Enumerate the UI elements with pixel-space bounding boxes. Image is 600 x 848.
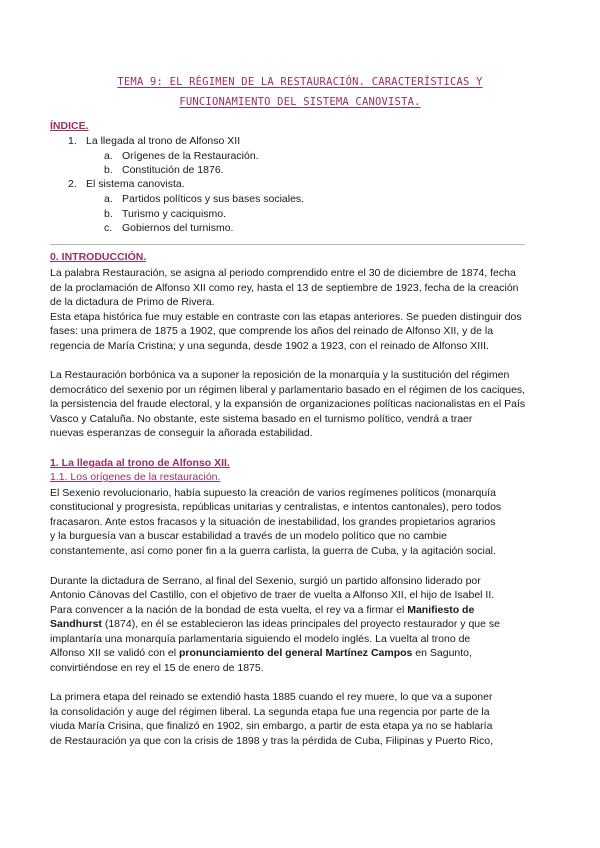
text-line: La Restauración borbónica va a suponer la reposición de la monarquía y la sustitución del régimen [50, 369, 510, 381]
index-item: b. Constitución de 1876. [104, 164, 224, 176]
text-line: Sandhurst (1874), en él se establecieron las ideas principales del proyecto restaurador y que se [50, 618, 500, 630]
index-item: 1. La llegada al trono de Alfonso XII [68, 135, 241, 147]
text-line: Para convencer a la nación de la bondad de esta vuelta, el rey va a firmar el Manifiesto de [50, 604, 475, 616]
text-line: Antonio Cánovas del Castillo, con el objetivo de traer de vuelta a Alfonso XII, el hijo de Isabel II. [50, 589, 495, 601]
document-title-line-1: TEMA 9: EL RÉGIMEN DE LA RESTAURACIÓN. CARACTERÍSTICAS Y [117, 76, 483, 88]
text-line: constantemente, así como poner fin a la guerra carlista, la guerra de Cuba, y la agitación social. [50, 545, 496, 557]
text-line: Durante la dictadura de Serrano, al final del Sexenio, surgió un partido alfonsino liderado por [50, 575, 481, 587]
bold-term: Sandhurst [50, 618, 102, 630]
text-line: constitucional y progresista, repúblicas unitarias y centralistas, e intentos cantonales), pero todos [50, 501, 502, 513]
text-line: la consolidación y auge del régimen liberal. La segunda etapa fue una regencia por parte de la [50, 706, 490, 718]
text-line: convirtiéndose en rey el 15 de enero de 1875. [50, 662, 264, 674]
index-item: c. Gobiernos del turnismo. [104, 222, 234, 234]
text-line: de la proclamación de Alfonso XII como rey, hasta el 13 de septiembre de 1923, fecha de la creación [50, 282, 519, 294]
text-line: fracasaron. Ante estos fracasos y la situación de inestabilidad, los grandes propietarios agrarios [50, 516, 496, 528]
divider [50, 244, 525, 245]
index-heading: ÍNDICE. [50, 120, 89, 132]
text-line: El Sexenio revolucionario, había supuesto la creación de varios regímenes políticos (monarquía [50, 487, 496, 499]
text-line: la persistencia del fraude electoral, y la expansión de organizaciones políticas nacionalistas en el País [50, 398, 526, 410]
text-line: de la dictadura de Primo de Rivera. [50, 296, 215, 308]
text-line: fases: una primera de 1875 a 1902, que comprende los años del reinado de Alfonso XII, y de la [50, 325, 494, 337]
text-line: La palabra Restauración, se asigna al periodo comprendido entre el 30 de diciembre de 1874, fecha [50, 267, 516, 279]
bold-term: Manifiesto de [407, 604, 475, 616]
text-line: regencia de María Cristina; y una segunda, desde 1902 a 1923, con el reinado de Alfonso XIII. [50, 340, 489, 352]
index-item: 2. El sistema canovista. [68, 178, 185, 190]
text-line: Esta etapa histórica fue muy estable en contraste con las etapas anteriores. Se pueden distinguir dos [50, 311, 522, 323]
text-line: La primera etapa del reinado se extendió hasta 1885 cuando el rey muere, lo que va a suponer [50, 691, 493, 703]
text-line: implantaría una monarquía parlamentaria siguiendo el modelo inglés. La vuelta al trono de [50, 633, 471, 645]
text-line: nuevas esperanzas de conseguir la añorada estabilidad. [50, 427, 313, 439]
text-line: Alfonso XII se validó con el pronunciamiento del general Martínez Campos en Sagunto, [50, 647, 472, 659]
text-line: de Restauración ya que con la crisis de 1898 y tras la pérdida de Cuba, Filipinas y Puerto Rico, [50, 735, 493, 747]
index-item: a. Partidos políticos y sus bases sociales. [104, 193, 305, 205]
intro-heading: 0. INTRODUCCIÓN. [50, 251, 147, 263]
index-item: b. Turismo y caciquismo. [104, 208, 227, 220]
text-line: democrático del sexenio por un régimen liberal y parlamentario basado en el régimen de los caciques, [50, 384, 526, 396]
section1-heading: 1. La llegada al trono de Alfonso XII. [50, 457, 230, 469]
document-title-line-2: FUNCIONAMIENTO DEL SISTEMA CANOVISTA. [179, 96, 421, 108]
index-item: a. Orígenes de la Restauración. [104, 150, 259, 162]
bold-term: pronunciamiento del general Martínez Campos [179, 647, 413, 659]
text-line: viuda María Crisina, que finalizó en 1902, sin embargo, a partir de esta etapa ya no se hablaría [50, 720, 493, 732]
section1-subheading: 1.1. Los orígenes de la restauración. [50, 471, 221, 483]
text-line: y la burguesía van a buscar estabilidad a través de un modelo político que no cambie [50, 530, 447, 542]
text-line: Vasco y Cataluña. No obstante, este sistema basado en el turnismo político, vendrá a traer [50, 413, 473, 425]
